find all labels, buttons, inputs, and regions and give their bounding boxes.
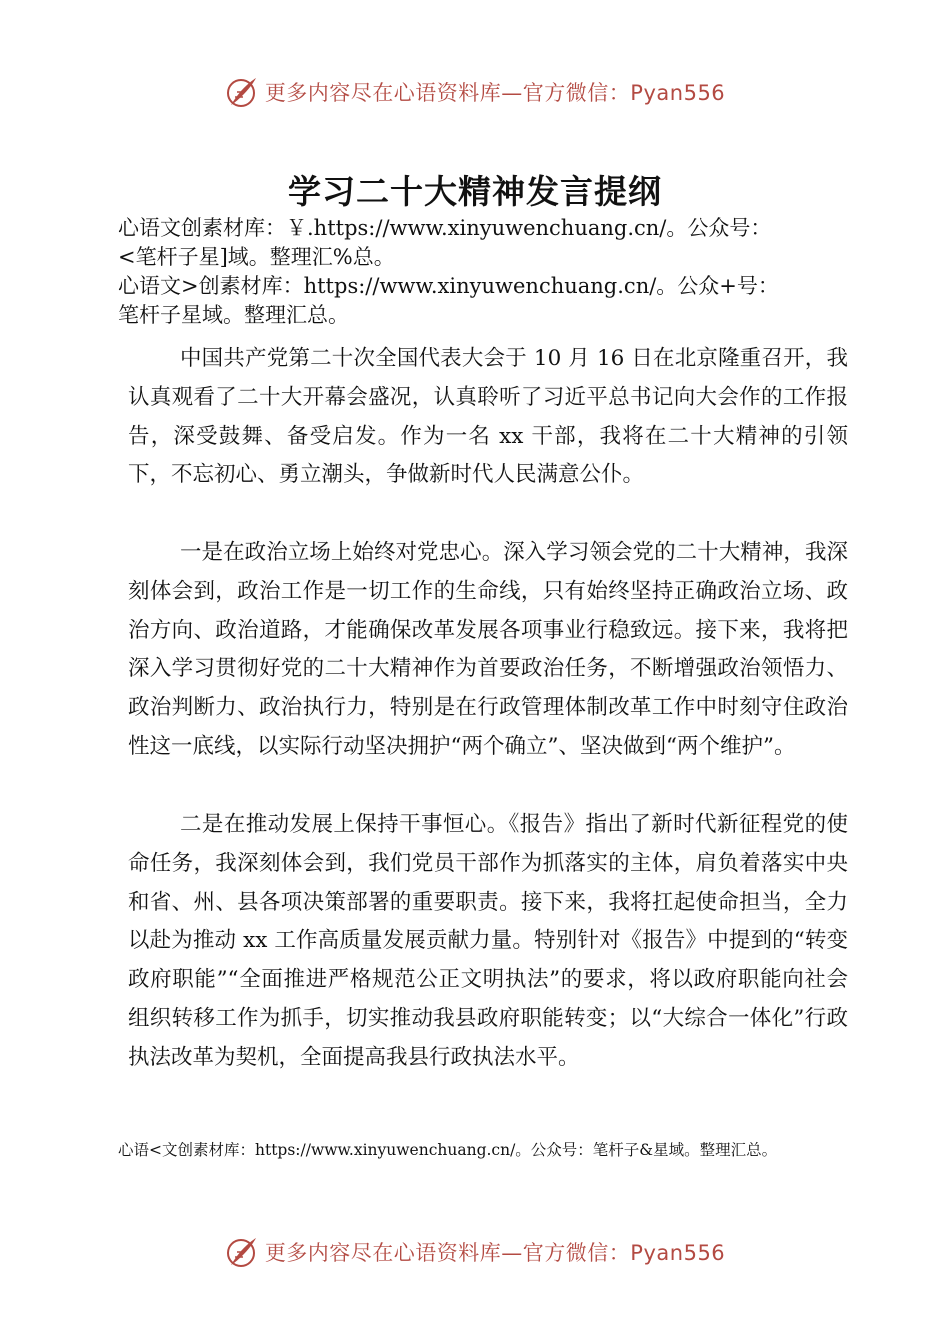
source-line-4: 笔杆子星域。整理汇总。 <box>118 303 349 327</box>
source-footnote: 心语<文创素材库：https://www.xinyuwenchuang.cn/。公众号：笔杆子&星域。整理汇总。 <box>118 1141 778 1159</box>
banner-text: 更多内容尽在心语资料库—官方微信：Pyan556 <box>264 81 726 105</box>
footer-banner <box>0 1232 950 1272</box>
body-paragraph-development: 二是在推动发展上保持干事恒心。《报告》指出了新时代新征程党的使命任务，我深刻体会到，我们党员干部作为抓落实的主体，肩负着落实中央和省、州、县各项决策部署的重要职责。接下来，我将扛起使命担当，全力以赴为推动 xx 工作高质量发展贡献力量。特别针对《报告》中提到的“转变政府职能”“全面推进严格规范公正文明执法”的要求，将以政府职能向社会组织转移工作为抓手，切实推动我县政府职能转变；以“大综合一体化”行政执法改革为契机，全面提高我县行政执法水平。 <box>128 812 848 1070</box>
source-line-3: 心语文>创素材库：https://www.xinyuwenchuang.cn/。公众+号： <box>118 274 779 298</box>
page-title: 学习二十大精神发言提纲 <box>288 172 662 211</box>
quill-logo-icon <box>225 75 259 109</box>
banner-text: 更多内容尽在心语资料库—官方微信：Pyan556 <box>264 1241 726 1265</box>
body-paragraph-political-stance: 一是在政治立场上始终对党忠心。深入学习领会党的二十大精神，我深刻体会到，政治工作是一切工作的生命线，只有始终坚持正确政治立场、政治方向、政治道路，才能确保改革发展各项事业行稳致远。接下来，我将把深入学习贯彻好党的二十大精神作为首要政治任务，不断增强政治领悟力、政治判断力、政治执行力，特别是在行政管理体制改革工作中时刻守住政治性这一底线，以实际行动坚决拥护“两个确立”、坚决做到“两个维护”。 <box>128 540 848 759</box>
source-line-2: <笔杆子星]域。整理汇%总。 <box>118 245 395 269</box>
body-paragraph-intro: 中国共产党第二十次全国代表大会于 10 月 16 日在北京隆重召开，我认真观看了二十大开幕会盛况，认真聆听了习近平总书记向大会作的工作报告，深受鼓舞、备受启发。作为一名 xx 干部，我将在二十大精神的引领下，不忘初心、勇立潮头，争做新时代人民满意公仆。 <box>128 346 848 488</box>
source-line-1: 心语文创素材库：￥.https://www.xinyuwenchuang.cn/。公众号： <box>118 216 772 240</box>
quill-logo-icon <box>225 1235 259 1269</box>
header-banner <box>0 72 950 112</box>
